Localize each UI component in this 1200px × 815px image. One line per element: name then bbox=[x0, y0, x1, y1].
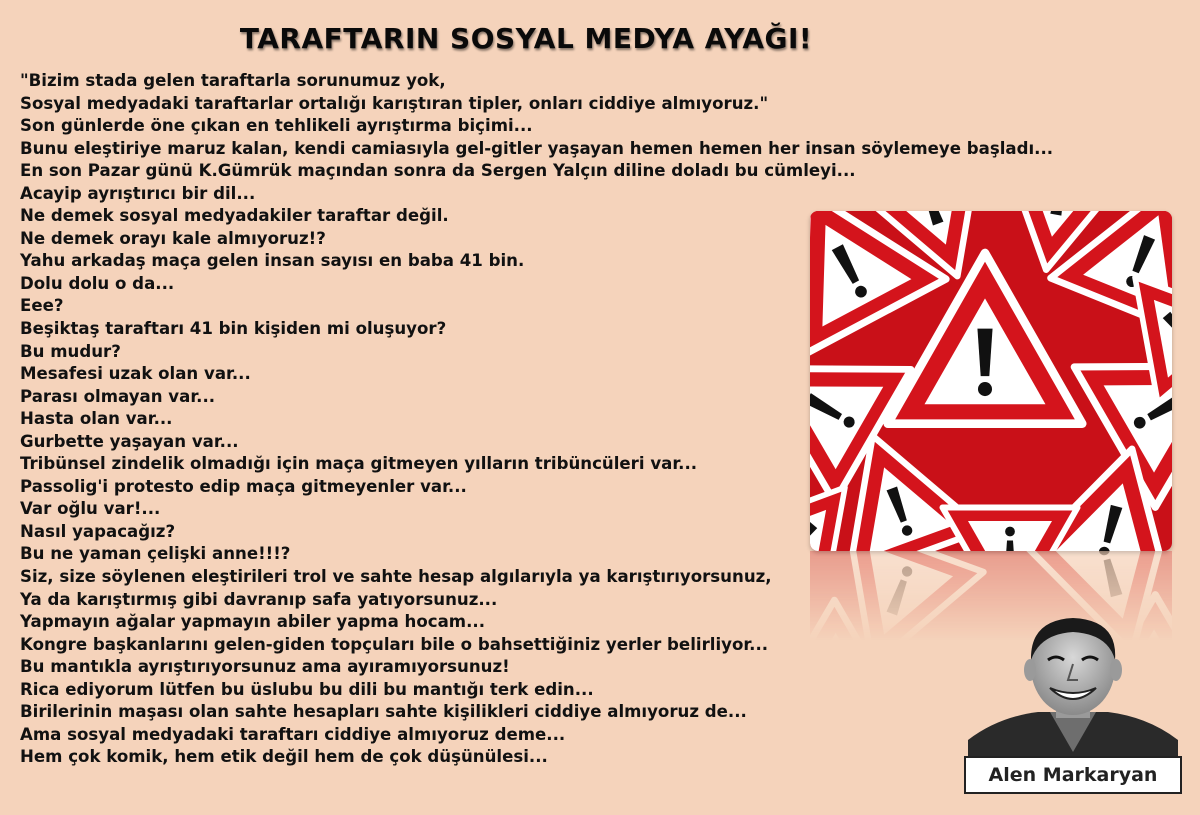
text-line: Bu mantıkla ayrıştırıyorsunuz ama ayıramıyorsunuz! bbox=[20, 657, 510, 677]
text-line: Yapmayın ağalar yapmayın abiler yapma hocam... bbox=[20, 612, 485, 632]
text-line: "Bizim stada gelen taraftarla sorunumuz yok, bbox=[20, 71, 446, 90]
text-line: Bu mudur? bbox=[20, 341, 121, 361]
text-line: Son günlerde öne çıkan en tehlikeli ayrıştırma biçimi... bbox=[20, 116, 533, 136]
text-line: Eee? bbox=[20, 296, 64, 316]
text-line: Gurbette yaşayan var... bbox=[20, 431, 239, 451]
text-line: Hasta olan var... bbox=[20, 409, 173, 429]
text-line: Bu ne yaman çelişki anne!!!? bbox=[20, 544, 291, 564]
person-icon bbox=[968, 612, 1178, 760]
article-title: TARAFTARIN SOSYAL MEDYA AYAĞI! bbox=[239, 22, 813, 55]
text-line: Hem çok komik, hem etik değil hem de çok düşünülesi... bbox=[20, 747, 548, 767]
text-line: Ama sosyal medyadaki taraftarı ciddiye almıyoruz deme... bbox=[20, 724, 566, 744]
text-line: Acayip ayrıştırıcı bir dil... bbox=[20, 183, 256, 203]
warning-signs-image bbox=[810, 211, 1172, 551]
text-line: Bunu eleştiriye maruz kalan, kendi camiasıyla gel-gitler yaşayan hemen hemen her insan söylemeye başladı... bbox=[20, 138, 1054, 158]
text-line: Parası olmayan var... bbox=[20, 386, 216, 406]
text-line: Ya da karıştırmış gibi davranıp safa yatıyorsunuz... bbox=[20, 589, 498, 609]
text-line: Rica ediyorum lütfen bu üslubu bu dili bu mantığı terk edin... bbox=[20, 679, 594, 699]
author-portrait bbox=[968, 612, 1178, 760]
text-line: Siz, size söylenen eleştirileri trol ve sahte hesap algılarıyla ya karıştırıyorsunuz, bbox=[20, 567, 772, 587]
text-line: Beşiktaş taraftarı 41 bin kişiden mi oluşuyor? bbox=[20, 319, 447, 339]
text-line: Sosyal medyadaki taraftarlar ortalığı karıştıran tipler, onları ciddiye almıyoruz." bbox=[20, 93, 769, 113]
text-line: Birilerinin maşası olan sahte hesapları sahte kişilikleri ciddiye almıyoruz de... bbox=[20, 702, 747, 722]
text-line: En son Pazar günü K.Gümrük maçından sonra da Sergen Yalçın diline doladı bu cümleyi... bbox=[20, 161, 856, 181]
text-line: Ne demek orayı kale almıyoruz!? bbox=[20, 228, 326, 248]
text-line: Mesafesi uzak olan var... bbox=[20, 364, 251, 384]
text-line: Passolig'i protesto edip maça gitmeyenler var... bbox=[20, 476, 467, 496]
text-line: Ne demek sosyal medyadakiler taraftar değil. bbox=[20, 206, 449, 226]
text-line: Dolu dolu o da... bbox=[20, 273, 175, 293]
text-line: Tribünsel zindelik olmadığı için maça gitmeyen yılların tribüncüleri var... bbox=[20, 454, 698, 474]
text-line: Kongre başkanlarını gelen-giden topçuları bile o bahsettiğiniz yerler belirliyor... bbox=[20, 634, 769, 654]
text-line: Yahu arkadaş maça gelen insan sayısı en baba 41 bin. bbox=[20, 251, 525, 271]
author-name: Alen Markaryan bbox=[964, 756, 1182, 794]
warning-signs-icon bbox=[810, 211, 1172, 551]
text-line: Var oğlu var!... bbox=[20, 499, 161, 519]
text-line: Nasıl yapacağız? bbox=[20, 521, 176, 541]
